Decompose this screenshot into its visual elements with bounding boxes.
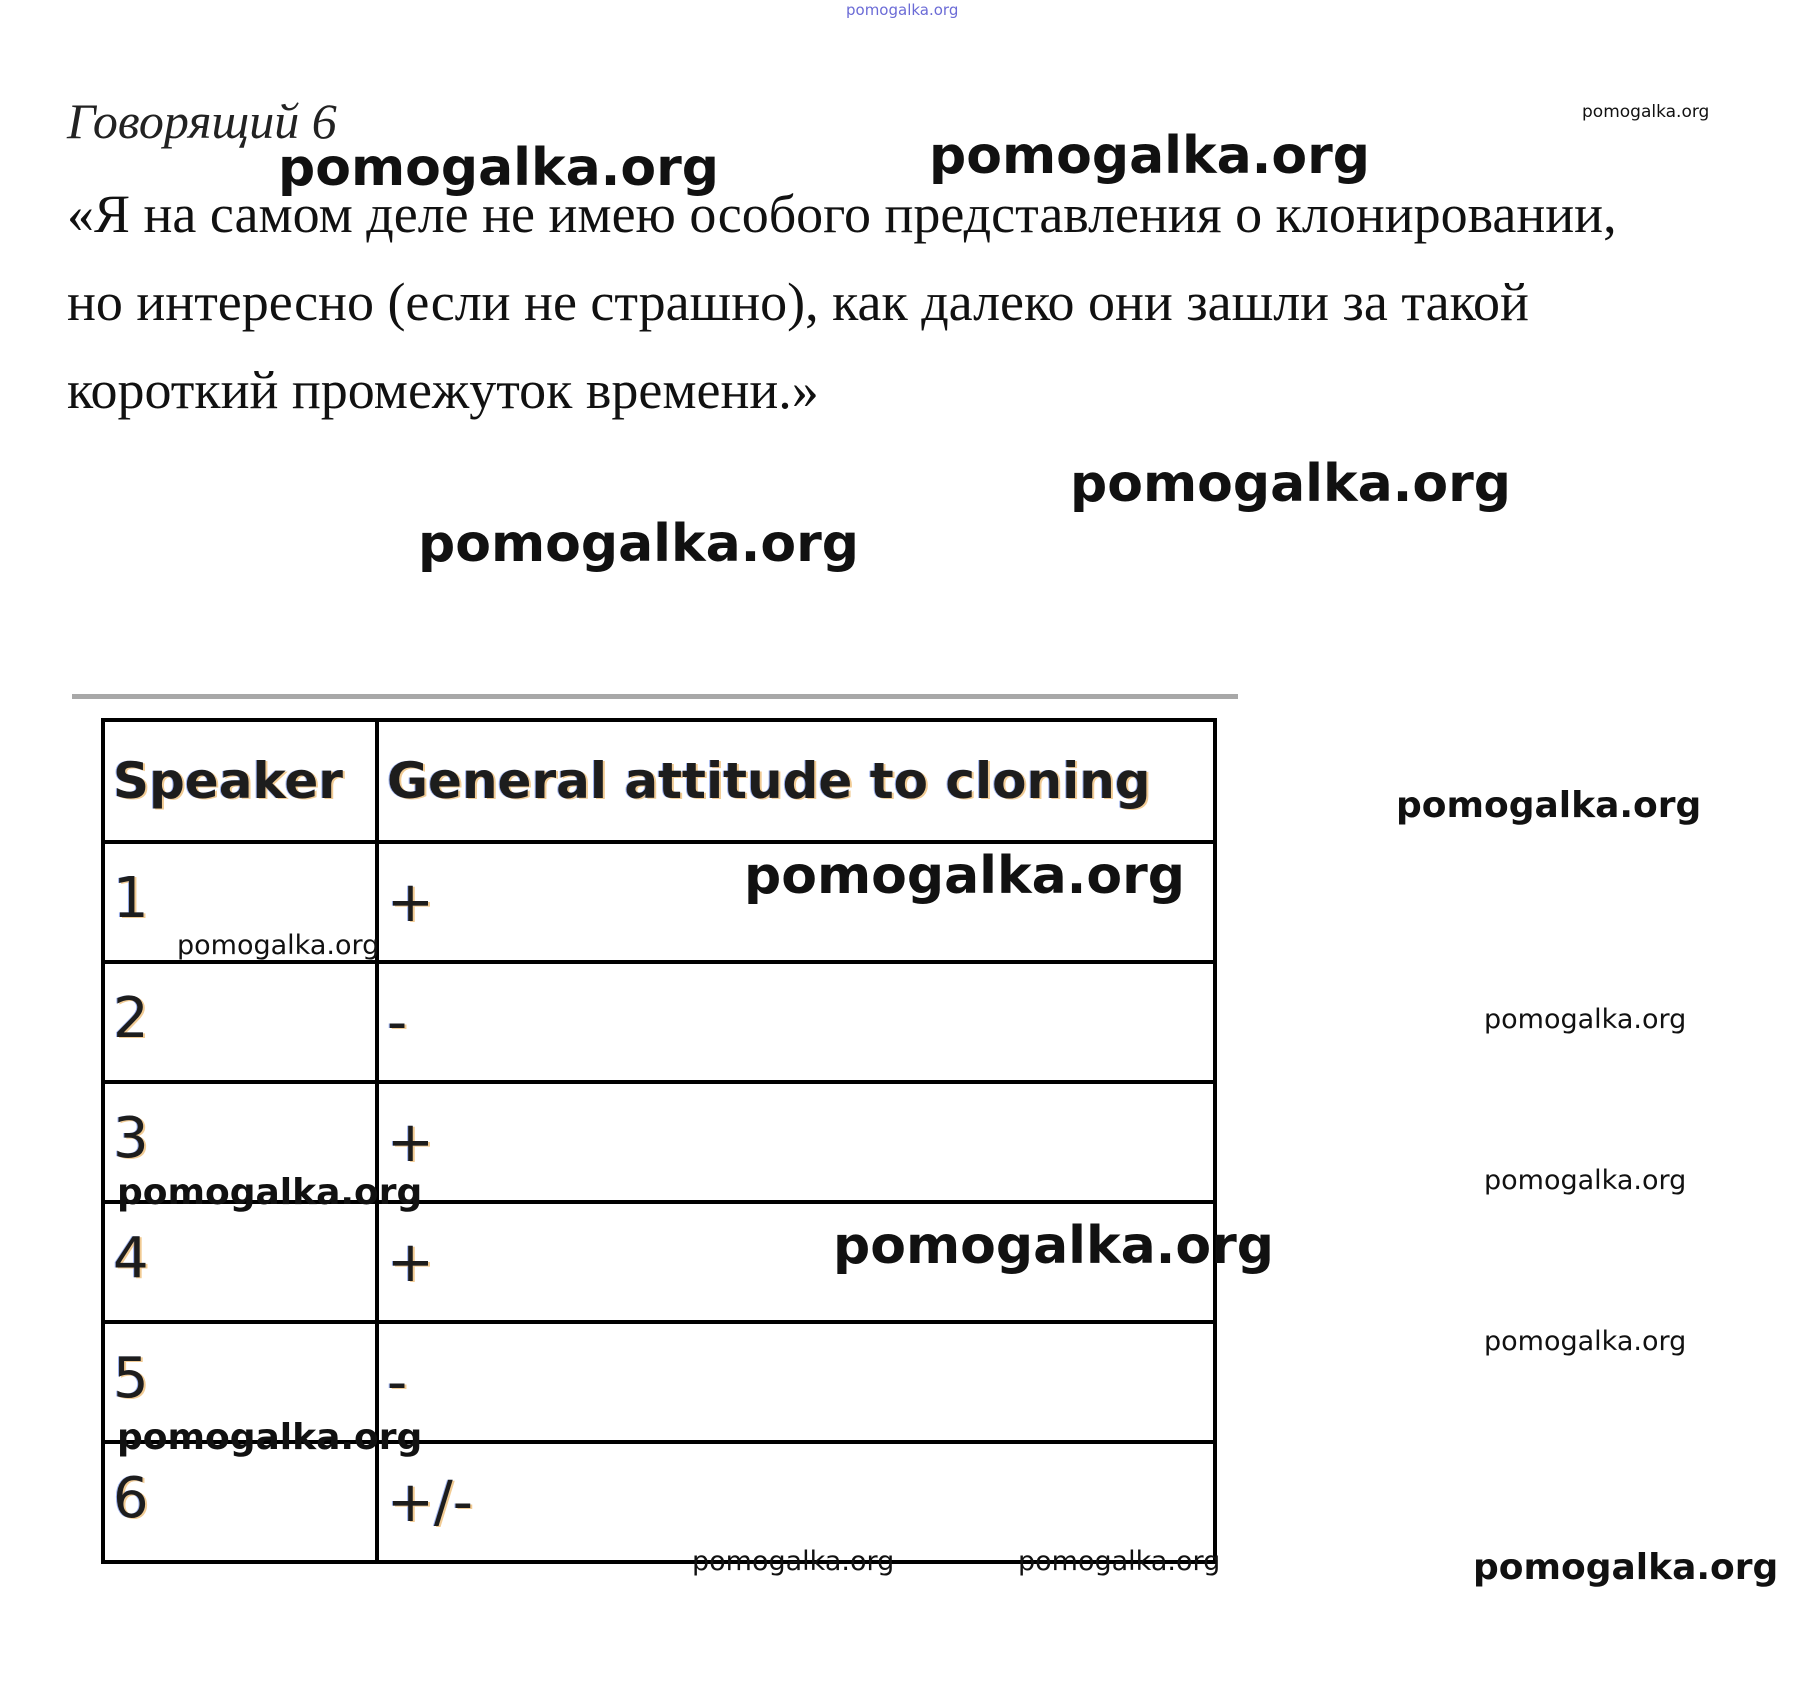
- cell-speaker: 1: [103, 842, 377, 962]
- watermark: pomogalka.org: [1484, 1004, 1687, 1035]
- header-speaker: Speaker: [103, 720, 377, 842]
- speaker-title: Говорящий 6: [67, 93, 337, 149]
- cell-attitude: +: [377, 1082, 1215, 1202]
- cell-speaker: 2: [103, 962, 377, 1082]
- cell-attitude: +/-: [377, 1442, 1215, 1562]
- watermark: pomogalka.org: [1582, 102, 1710, 122]
- watermark: pomogalka.org: [929, 126, 1371, 186]
- cell-attitude: -: [377, 1322, 1215, 1442]
- watermark: pomogalka.org: [833, 1216, 1275, 1276]
- watermark: pomogalka.org: [117, 1417, 423, 1458]
- watermark: pomogalka.org: [1396, 785, 1702, 826]
- quote-line-3: короткий промежуток времени.»: [67, 360, 819, 420]
- watermark: pomogalka.org: [692, 1546, 895, 1577]
- header-attitude: General attitude to cloning: [377, 720, 1215, 842]
- watermark: pomogalka.org: [418, 514, 860, 574]
- watermark: pomogalka.org: [278, 138, 720, 198]
- table-row: [103, 1442, 1215, 1562]
- watermark: pomogalka.org: [1070, 454, 1512, 514]
- cell-attitude: +: [377, 1202, 1215, 1322]
- cell-speaker: 6: [103, 1442, 377, 1562]
- quote-line-1: «Я на самом деле не имею особого представления о клонировании,: [67, 184, 1617, 244]
- table-row: [103, 962, 1215, 1082]
- watermark: pomogalka.org: [1484, 1326, 1687, 1357]
- watermark: pomogalka.org: [1484, 1165, 1687, 1196]
- cell-speaker: 3: [103, 1082, 377, 1202]
- watermark-top: pomogalka.org: [846, 1, 959, 19]
- quote-text: [67, 170, 1787, 434]
- cell-attitude: -: [377, 962, 1215, 1082]
- quote-line-2: но интересно (если не страшно), как далеко они зашли за такой: [67, 272, 1529, 332]
- cell-attitude: +: [377, 842, 1215, 962]
- watermark: pomogalka.org: [1473, 1547, 1779, 1588]
- watermark: pomogalka.org: [117, 1172, 423, 1213]
- separator-line: [72, 694, 1238, 699]
- watermark: pomogalka.org: [177, 930, 380, 961]
- table-header-row: [103, 720, 1215, 842]
- watermark: pomogalka.org: [1018, 1546, 1221, 1577]
- cell-speaker: 4: [103, 1202, 377, 1322]
- watermark: pomogalka.org: [744, 846, 1186, 906]
- cell-speaker: 5: [103, 1322, 377, 1442]
